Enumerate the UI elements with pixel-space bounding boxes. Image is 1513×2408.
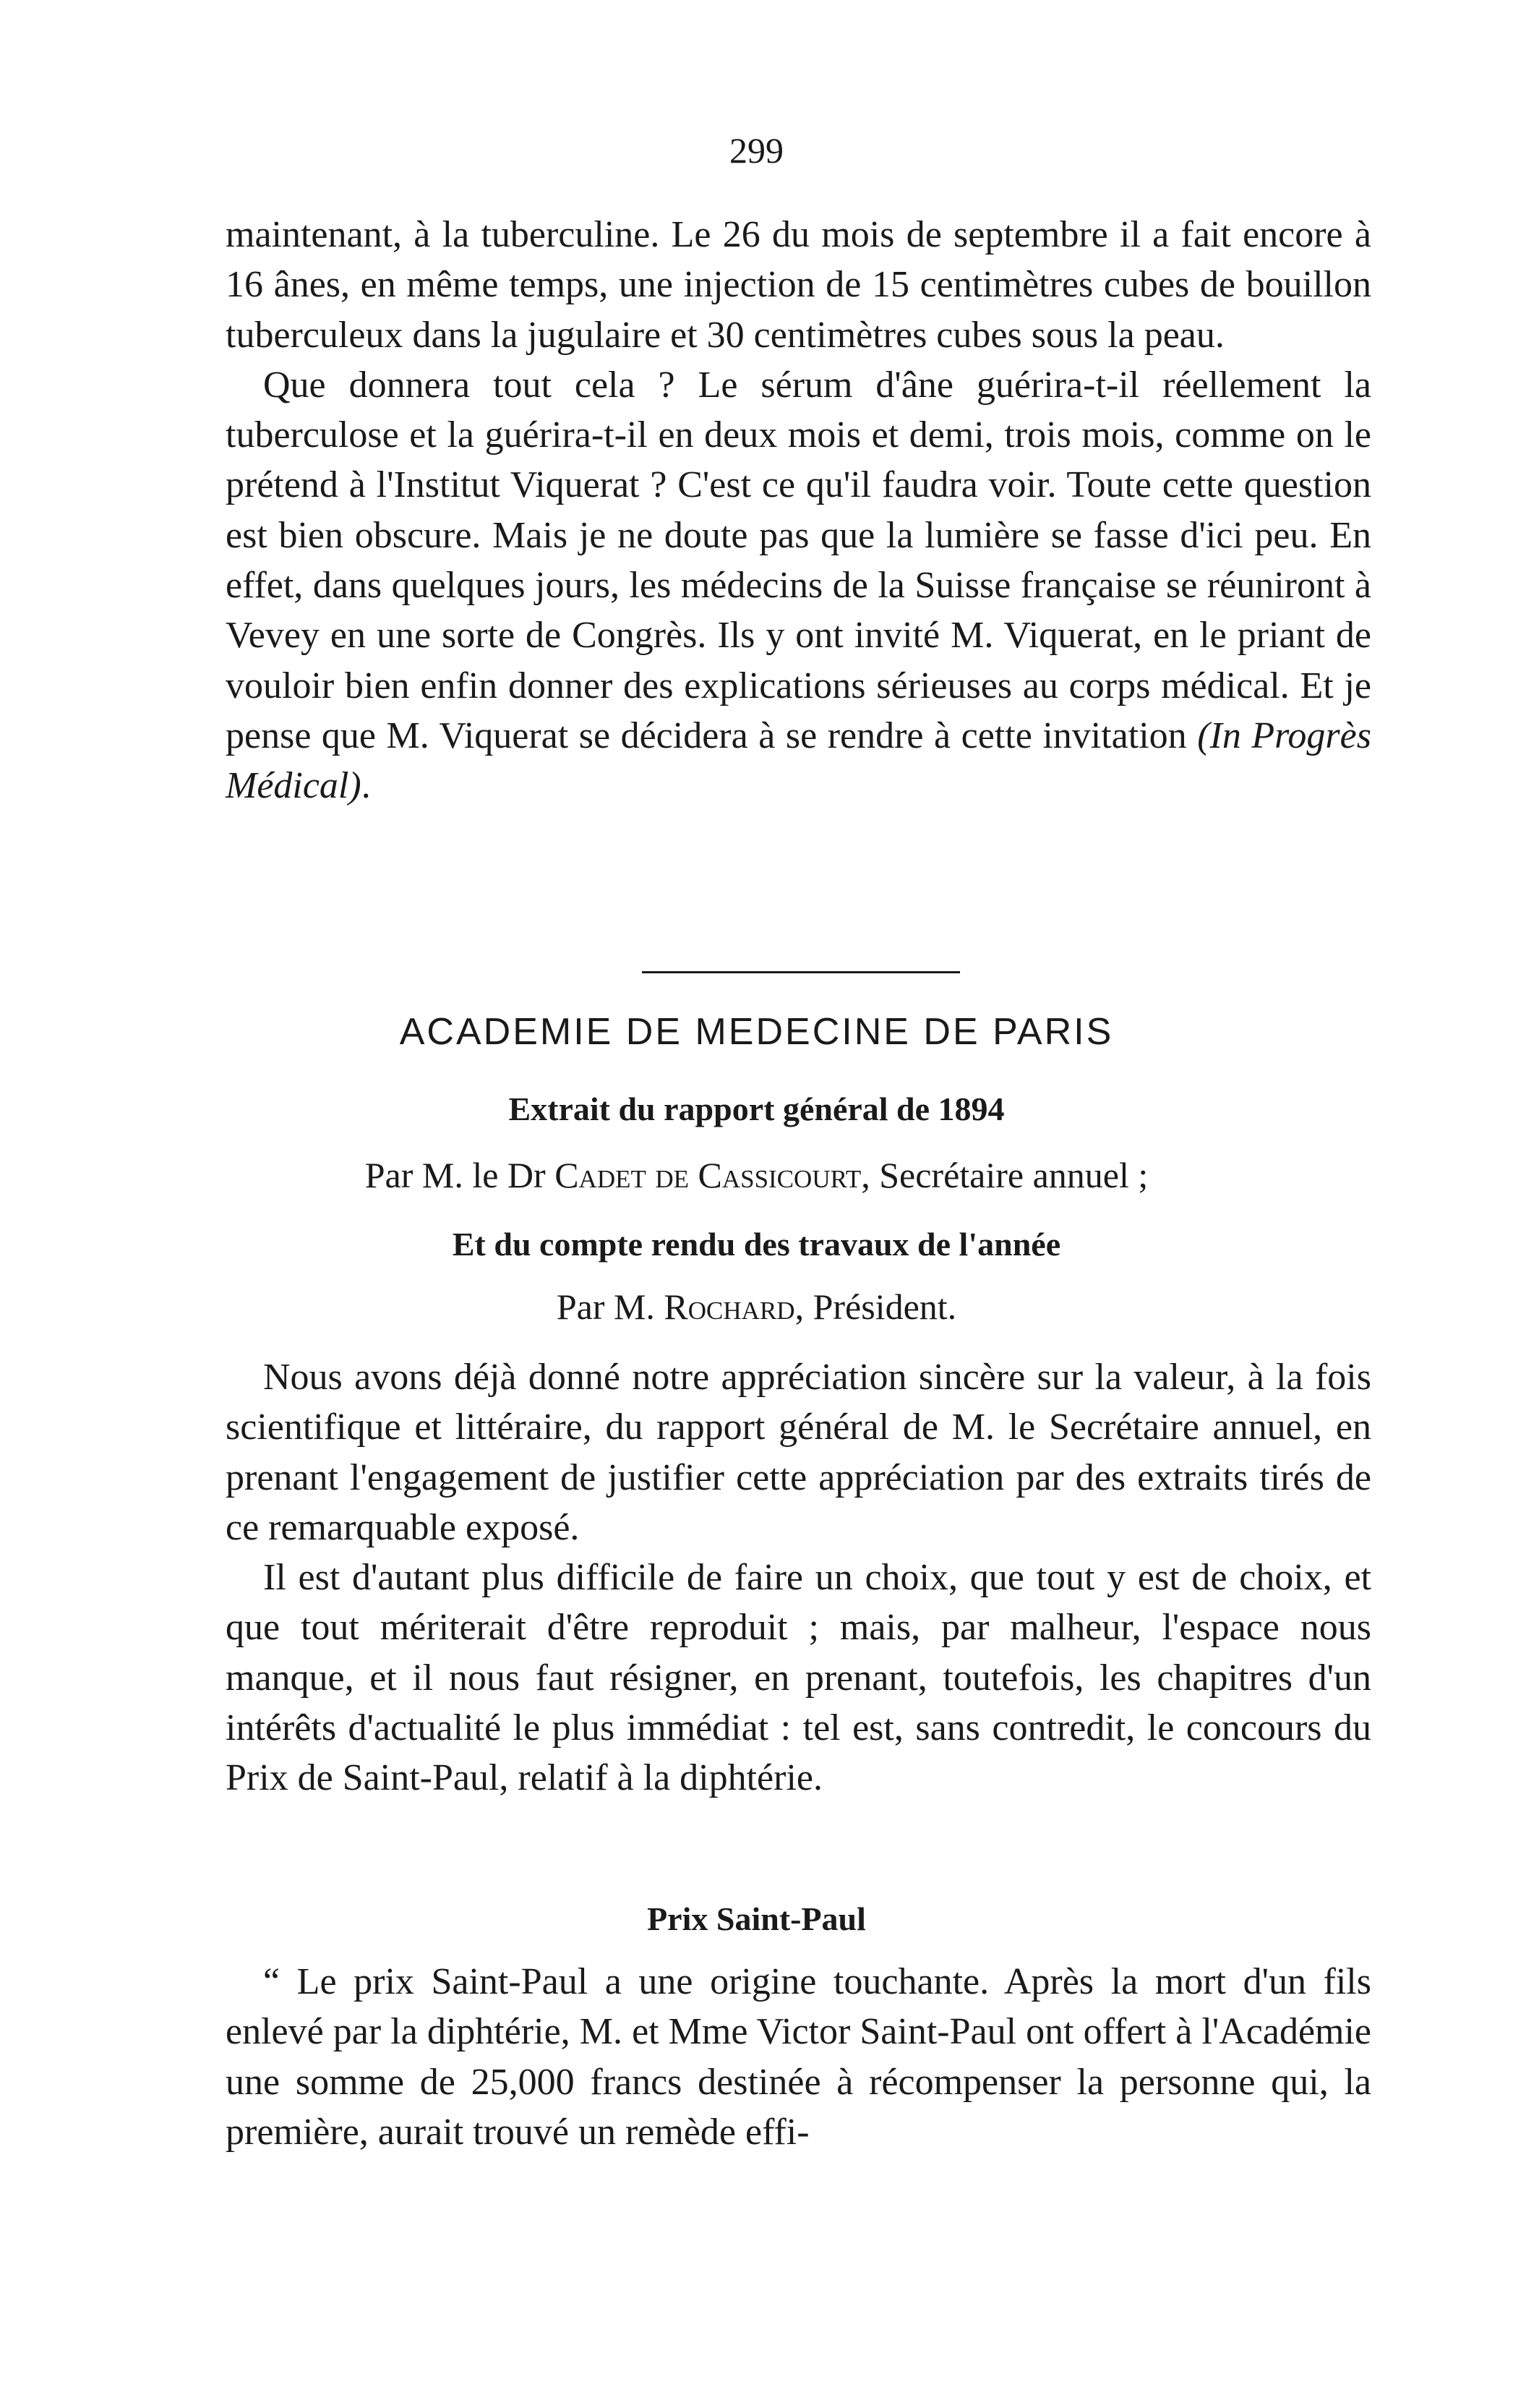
intro-section: [226, 210, 1371, 811]
section-divider: [642, 971, 960, 973]
academy-heading: ACADEMIE DE MEDECINE DE PARIS: [399, 1011, 1114, 1053]
intro-paragraph-2: [226, 360, 1371, 811]
source-citation: (In Progrès Médical): [226, 714, 1371, 807]
page-number: 299: [729, 130, 784, 171]
president-name: Rochard: [664, 1286, 795, 1327]
body-paragraph-2: Il est d'autant plus difficile de faire un choix, que tout y est de choix, et que tout mériterait d'être reproduit ; mais, par malheur, l'espace nous manque, et il nous faut résigner, en prenant, toutefois, les chapitres d'un intérêts d'actualité le plus immédiat : tel est, sans contredit, le concours du Prix de Saint-Paul, relatif à la diphtérie.: [226, 1557, 1371, 1799]
secretary-byline-prefix: Par M. le Dr: [364, 1155, 555, 1195]
secretary-byline: [0, 1151, 1513, 1199]
intro-paragraph-2-text: Que donnera tout cela ? Le sérum d'âne guérira-t-il réellement la tuberculose et la guérira-t-il en deux mois et demi, trois mois, comme on le prétend à l'Institut Viquerat ? C'est ce qu'il faudra voir. Toute cette question est bien obscure. Mais je ne doute pas que la lumière se fasse d'ici peu. En effet, dans quelques jours, les médecins de la Suisse française se réuniront à Vevey en une sorte de Congrès. Ils y ont invité M. Viquerat, en le priant de vouloir bien enfin donner des explications sérieuses au corps médical. Et je pense que M. Viquerat se décidera à se rendre à cette invitation: [226, 364, 1371, 756]
intro-paragraph-1: maintenant, à la tuberculine. Le 26 du mois de septembre il a fait encore à 16 ânes, en même temps, une injection de 15 centimètres cubes de bouillon tuberculeux dans la jugulaire et 30 centimètres cubes sous la peau.: [226, 214, 1371, 356]
report-subtitle: Extrait du rapport général de 1894: [508, 1090, 1005, 1127]
report-body-section: [226, 1352, 1371, 1803]
prix-heading: Prix Saint-Paul: [647, 1900, 866, 1937]
body-paragraph-1: Nous avons déjà donné notre appréciation sincère sur la valeur, à la fois scientifique et littéraire, du rapport général de M. le Secrétaire annuel, en prenant l'engagement de justifier cette appréciation par des extraits tirés de ce remarquable exposé.: [226, 1357, 1371, 1548]
intro-paragraph-2-end: .: [361, 765, 371, 807]
president-byline: [0, 1283, 1513, 1331]
president-byline-suffix: , Président.: [794, 1286, 957, 1327]
secretary-name: Cadet de Cassicourt: [554, 1155, 862, 1195]
secretary-byline-suffix: , Secrétaire annuel ;: [861, 1155, 1149, 1195]
proceedings-subtitle: Et du compte rendu des travaux de l'année: [452, 1226, 1061, 1263]
president-byline-prefix: Par M.: [556, 1286, 664, 1327]
prix-paragraph-1: “ Le prix Saint-Paul a une origine touchante. Après la mort d'un fils enlevé par la diphtérie, M. et Mme Victor Saint-Paul ont offert à l'Académie une somme de 25,000 francs destinée à récompenser la personne qui, la première, aurait trouvé un remède effi-: [226, 1961, 1371, 2153]
prix-section: [226, 1957, 1371, 2157]
